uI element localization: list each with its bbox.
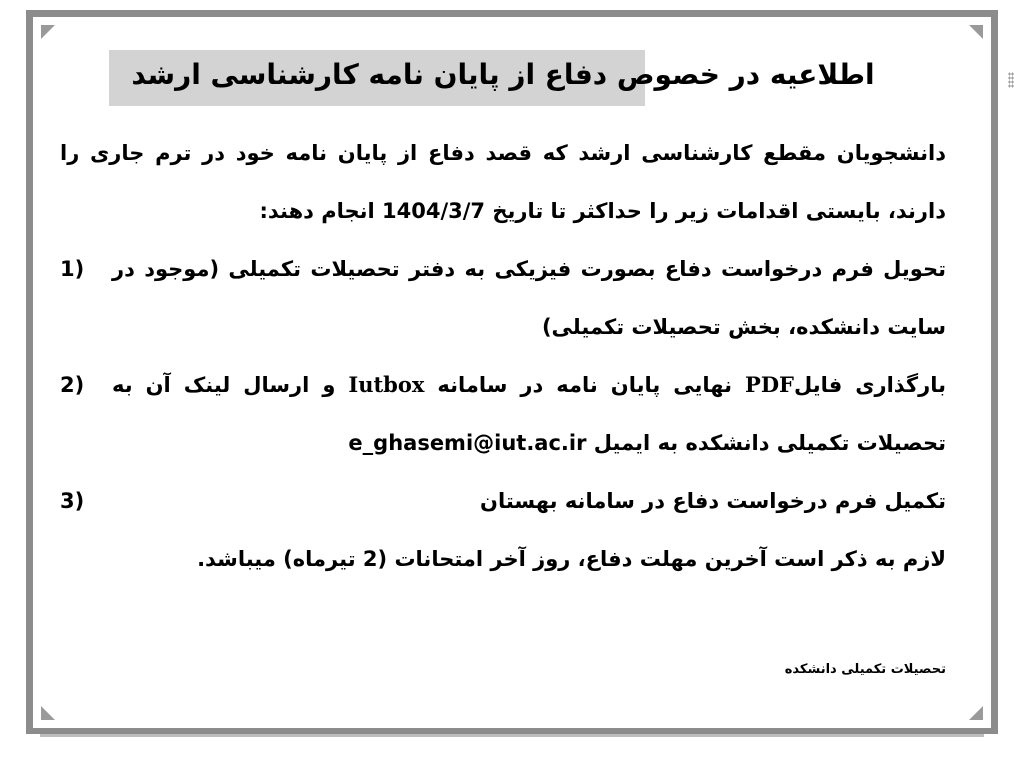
- list-item-3-number: 3): [60, 489, 85, 513]
- deadline-note: لازم به ذکر است آخرین مهلت دفاع، روز آخر امتحانات (2 تیرماه) میباشد.: [197, 547, 946, 571]
- intro-paragraph: دانشجویان مقطع کارشناسی ارشد که قصد دفاع از پایان نامه خود در ترم جاری را دارند، بایستی اقدامات زیر را حداکثر تا تاریخ 1404/3/7 انجام دهند:: [60, 141, 946, 223]
- frame-bottom-shadow: [40, 734, 984, 737]
- list-item-1-text: تحویل فرم درخواست دفاع بصورت فیزیکی به دفتر تحصیلات تکمیلی (موجود در سایت دانشکده، بخش تحصیلات تکمیلی): [112, 257, 946, 339]
- list-item-2-text-b: نهایی پایان نامه در سامانه: [437, 373, 733, 397]
- email-address[interactable]: e_ghasemi@iut.ac.ir: [348, 431, 587, 455]
- list-item-1-number: 1): [60, 257, 85, 281]
- corner-mark-bottom-left: [41, 706, 55, 720]
- corner-mark-top-left: [41, 25, 55, 39]
- list-item-2-number: 2): [60, 373, 85, 397]
- list-item-2: [60, 356, 946, 472]
- title-wrapper: [60, 50, 946, 106]
- signature: تحصیلات تکمیلی دانشکده: [784, 662, 946, 677]
- list-item-3: [60, 472, 946, 530]
- list-item-1: [60, 240, 946, 356]
- title-part-2: دفاع از پایان نامه کارشناسی ارشد: [131, 58, 608, 91]
- iutbox-term: Iutbox: [348, 372, 425, 397]
- announcement-document: [60, 50, 946, 588]
- announcement-title: [109, 50, 896, 106]
- corner-mark-bottom-right: [969, 706, 983, 720]
- title-part-1: اطلاعیه در خصوص: [616, 58, 875, 91]
- list-item-2-text-c: و ارسال لینک آن به تحصیلات تکمیلی دانشکده به ایمیل: [112, 373, 946, 455]
- pdf-term: PDF: [745, 372, 794, 397]
- list-item-3-text: تکمیل فرم درخواست دفاع در سامانه بهستان: [480, 489, 946, 513]
- drag-handle-icon[interactable]: [1008, 72, 1014, 88]
- list-item-2-text: [112, 356, 946, 472]
- list-item-2-text-a: بارگذاری فایل: [793, 373, 946, 397]
- corner-mark-top-right: [969, 25, 983, 39]
